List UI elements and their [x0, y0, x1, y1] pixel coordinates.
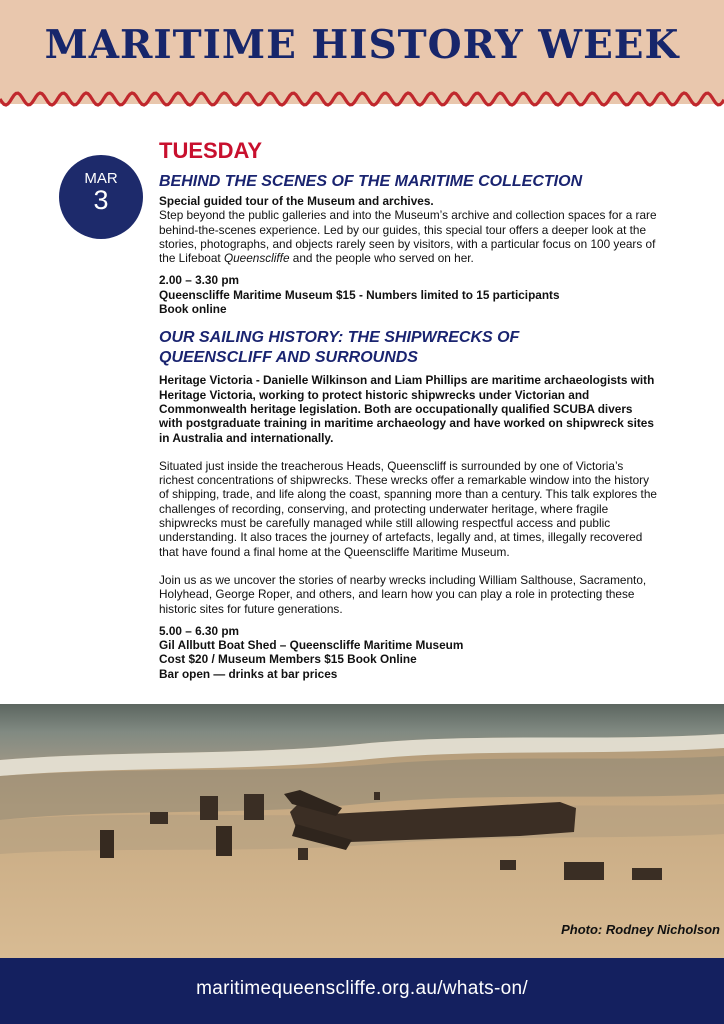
photo-credit: Photo: Rodney Nicholson — [561, 922, 720, 937]
day-heading: TUESDAY — [159, 138, 263, 163]
footer-bar — [0, 958, 724, 1024]
page-title: MARITIME HISTORY WEEK — [44, 22, 680, 68]
event-description: Step beyond the public galleries and into the Museum’s archive and collection spaces for a rare behind-the-scenes experience. Led by our guides, this special tour offers a deeper look at the stories, photographs, and objects rarely seen by visitors, with a particular focus on 100 years of the Lifeboat Queenscliffe and the people who served on her. — [159, 208, 657, 266]
vessel-name: Queenscliffe — [223, 251, 290, 266]
event-booking: Book online — [159, 302, 227, 317]
event-cost: Cost $20 / Museum Members $15 Book Online — [159, 652, 417, 667]
website-link[interactable]: maritimequeenscliffe.org.au/whats-on/ — [196, 978, 528, 999]
date-day: 3 — [93, 185, 109, 215]
event-description-2: Join us as we uncover the stories of nearby wrecks including William Salthouse, Sacramento, Holyhead, George Roper, and others, and learn how you can play a role in protecting these historic sites for future generations. — [159, 572, 647, 616]
program-content — [159, 136, 659, 681]
event-title-behind-the-scenes: BEHIND THE SCENES OF THE MARITIME COLLECTION — [159, 173, 583, 190]
event-bar-info: Bar open — drinks at bar prices — [159, 666, 338, 681]
event-venue: Gil Allbutt Boat Shed – Queenscliffe Maritime Museum — [159, 638, 464, 653]
shipwreck-photo — [0, 704, 724, 958]
event-time: 5.00 – 6.30 pm — [159, 623, 240, 638]
event-time: 2.00 – 3.30 pm — [159, 273, 240, 288]
event-speakers: Heritage Victoria - Danielle Wilkinson and Liam Phillips are maritime archaeologists with Heritage Victoria, working to protect historic shipwrecks under Victorian and Commonwealth heritage legislation. Both are occupationally qualified SCUBA divers with postgraduate training in maritime archaeology and have worked on shipwreck sites in Australia and internationally. — [159, 373, 655, 445]
event-title-shipwrecks: OUR SAILING HISTORY: THE SHIPWRECKS OF QUEENSCLIFF AND SURROUNDS — [159, 329, 520, 367]
event-venue: Queenscliffe Maritime Museum $15 - Numbers limited to 15 participants — [159, 287, 560, 302]
event-description-1: Situated just inside the treacherous Heads, Queenscliff is surrounded by one of Victoria’s richest concentrations of shipwrecks. These wrecks offer a remarkable window into the history of shipping, trade, and life along the coast, spanning more than a century. This talk explores the challenges of recording, conserving, and protecting underwater heritage, where fragile shipwrecks must be carefully managed while still allowing respectful access and public understanding. It also traces the journey of artefacts, legally and, at times, illegally recovered that have found a final home at the Queenscliffe Maritime Museum. — [159, 458, 657, 559]
date-badge — [59, 155, 143, 239]
date-month: MAR — [84, 170, 118, 187]
wave-divider — [0, 88, 724, 114]
event-subtitle: Special guided tour of the Museum and archives. — [159, 194, 434, 208]
